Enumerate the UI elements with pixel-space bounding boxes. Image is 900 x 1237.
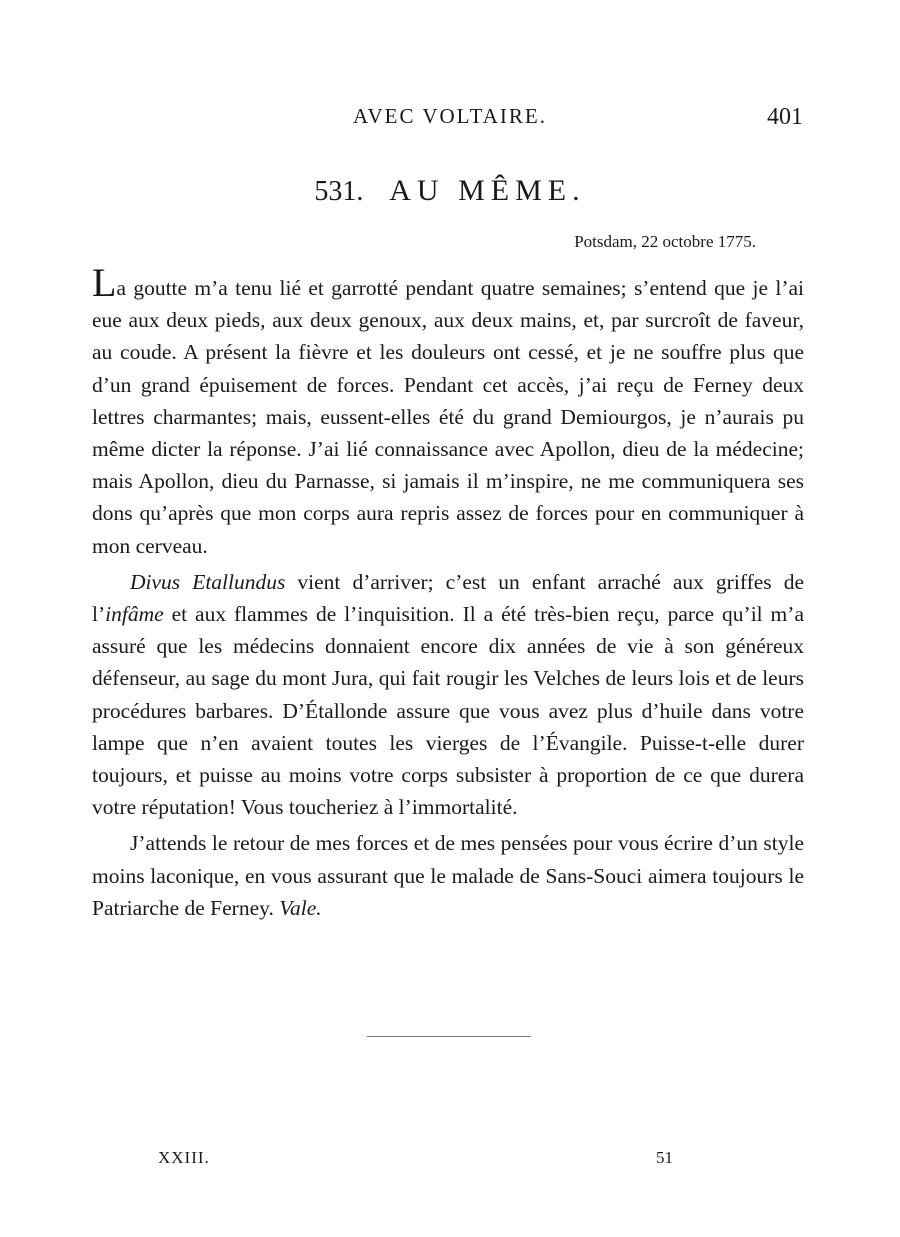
paragraph-3	[92, 827, 804, 924]
paragraph-2-text-1: vient d’arriver; c’est un enfant arraché aux griffes de l’	[92, 569, 804, 627]
running-title: AVEC VOLTAIRE.	[353, 104, 547, 128]
letter-body	[92, 260, 804, 928]
paragraph-3-italic: Vale.	[279, 895, 322, 920]
paragraph-2-italic-2: infâme	[105, 602, 164, 627]
paragraph-1-text: a goutte m’a tenu lié et garrotté pendant quatre semaines; s’entend que je l’ai eue aux deux pieds, aux deux genoux, aux deux mains, et, par surcroît de faveur, au coude. A présent la fièvre et les douleurs ont cessé, et je ne souffre plus que d’un grand épuisement de forces. Pendant cet accès, j’ai reçu de Ferney deux lettres charmantes; mais, eussent-elles été du grand Demiourgos, je n’aurais pu même dicter la réponse. J’ai lié connaissance avec Apollon, dieu de la médecine; mais Apollon, dieu du Parnasse, si jamais il m’inspire, ne me communiquera ses dons qu’après que mon corps aura repris assez de forces pour en communiquer à mon cerveau.	[92, 276, 804, 558]
paragraph-2	[92, 566, 804, 824]
signature-mark: 51	[656, 1148, 673, 1167]
letter-heading	[0, 174, 900, 208]
paragraph-1	[92, 260, 804, 562]
paragraph-2-text-2: et aux flammes de l’inquisition. Il a été très-bien reçu, parce qu’il m’a assuré que les médecins donnaient encore dix années de vie à son généreux défenseur, au sage du mont Jura, qui fait rougir les Velches de leurs lois et de leurs procédures barbares. D’Étallonde assure que vous avez plus d’huile dans votre lampe que n’en avaient toutes les vierges de l’Évangile. Puisse-t-elle durer toujours, et puisse au moins votre corps subsister à proportion de ce que durera votre réputation! Vous toucheriez à l’immortalité.	[92, 602, 804, 820]
paragraph-2-italic-1: Divus Etallundus	[130, 569, 286, 594]
page-number: 401	[767, 104, 803, 130]
running-head	[0, 104, 900, 134]
volume-mark: XXIII.	[158, 1148, 210, 1167]
letter-number: 531.	[314, 176, 364, 207]
letter-title: AU MÊME.	[389, 174, 586, 207]
end-rule	[367, 1036, 531, 1037]
drop-cap: L	[92, 260, 117, 305]
paragraph-3-text: J’attends le retour de mes forces et de mes pensées pour vous écrire d’un style moins laconique, en vous assurant que le malade de Sans-Souci aimera toujours le Patriarche de Ferney.	[92, 831, 804, 920]
dateline: Potsdam, 22 octobre 1775.	[574, 232, 756, 251]
